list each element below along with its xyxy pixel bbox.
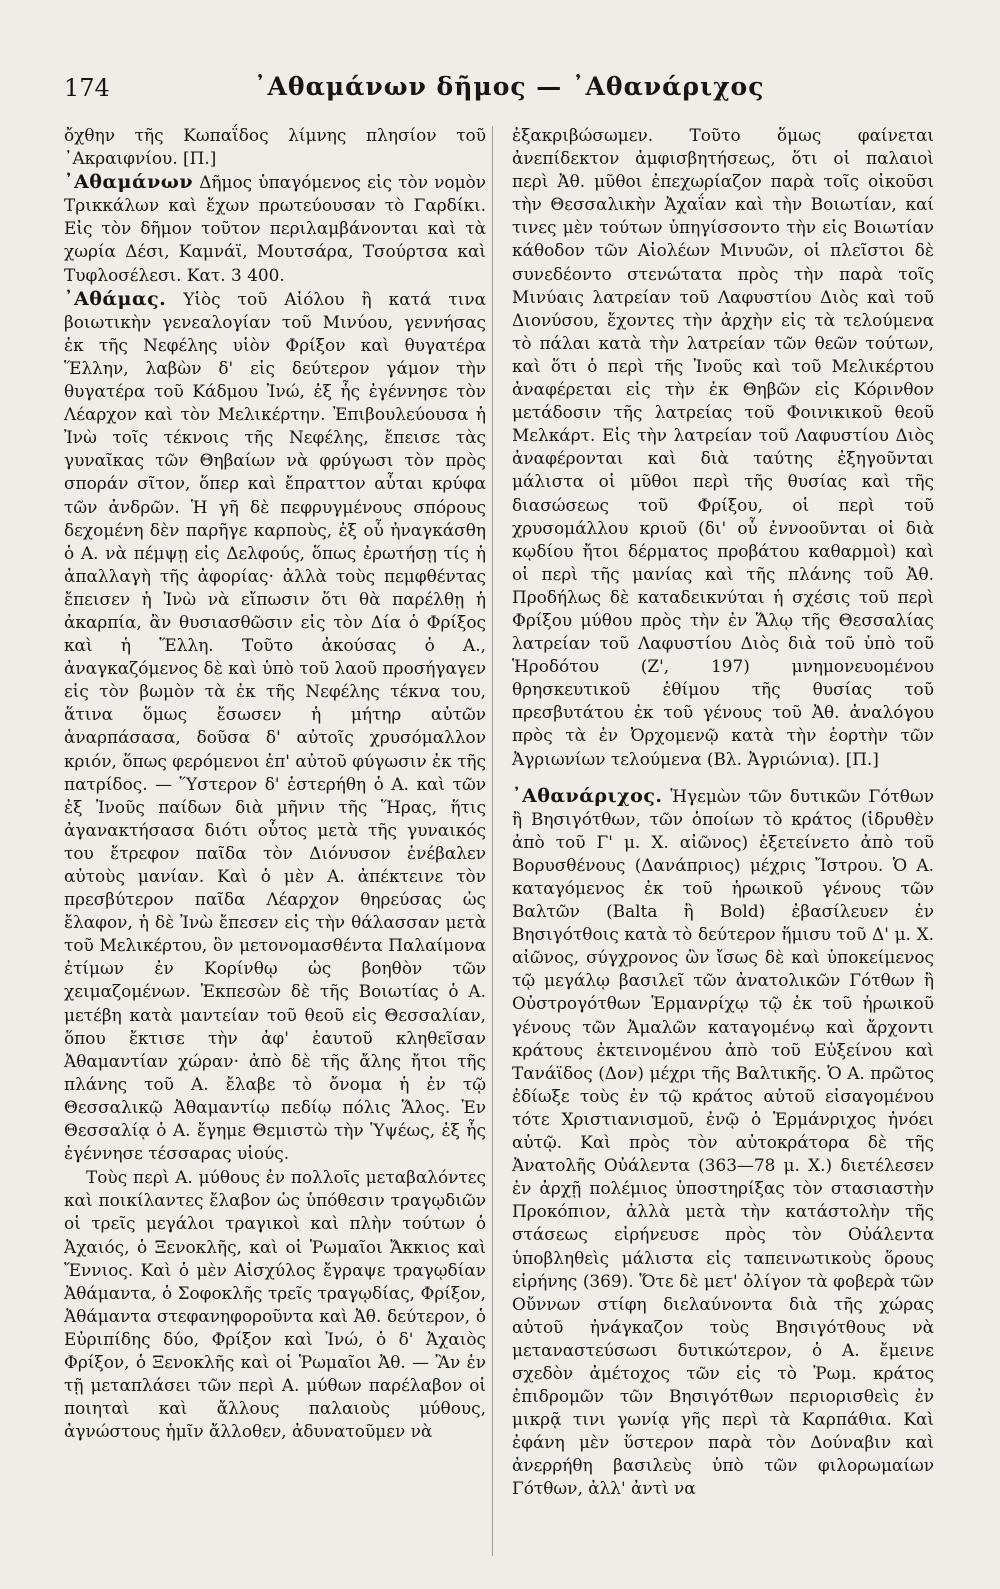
entry-headword: ᾿Αθάμας. xyxy=(64,287,167,310)
entry-text: Ἡγεμὼν τῶν δυτικῶν Γότθων ἢ Βησιγότθων, τῶν ὁποίων τὸ κράτος (ἱδρυθὲν ἀπὸ τοῦ Γ' μ. Χ. αἰῶνος) ἐξετείνετο ἀπὸ τοῦ Βορυσθένους (Δανάπριος) μέχρις Ἴστρου. Ὁ Α. καταγόμενος ἐκ τοῦ ἡρωικοῦ γένους τῶν Βαλτῶν (Balta ἢ Bold) ἐβασίλευεν ἐν Βησιγότθοις κατὰ τὸ δεύτερον ἥμισυ τοῦ Δ' μ. Χ. αἰῶνος, σύγχρονος ὢν ἴσως δὲ καὶ ὑποκείμενος τῷ μεγάλῳ βασιλεῖ τῶν ἀνατολικῶν Γότθων ἢ Οὐστρογότθων Ἑρμανρίχῳ τῷ ἐκ τοῦ ἡρωικοῦ γένους τῶν Ἀμαλῶν καταγομένῳ καὶ ἄρχοντι κράτους ἐκτεινομένου ἀπὸ τοῦ Εὐξείνου καὶ Τανάϊδος (Δον) μέχρι τῆς Βαλτικῆς. Ὁ Α. πρῶτος ἐδίωξε τοὺς ἐν τῷ κράτος αὐτοῦ εἰσαγομένου τότε Χριστιανισμοῦ, ἐνῷ ὁ Ἑρμάνριχος ἠνόει αὐτῷ. Καὶ πρὸς τὸν αὐτοκράτορα δὲ τῆς Ἀνατολῆς Οὐάλεντα (363—78 μ. Χ.) διετέλεσεν ἐν ἀρχῇ πολέμιος ὑποστηρίξας τὸν στασιαστὴν Προκόπιον, ἀλλὰ μετὰ τὴν κατάστολὴν τῆς στάσεως εἰρήνευσε πρὸς τὸν Οὐάλεντα ὑποβληθεὶς μάλιστα εἰς ταπεινωτικοὺς ὅρους εἰρήνης (369). Ὅτε δὲ μετ' ὀλίγον τὰ φοβερὰ τῶν Οὔννων στίφη διελαύνοντα διὰ τῆς χώρας αὐτοῦ ἠνάγκαζον τοὺς Βησιγότθους νὰ μεταναστεύσωσι δυτικώτερον, ὁ Α. ἔμεινε σχεδὸν ἀμέτοχος τῶν εἰς τὸ Ῥωμ. κράτος ἐπιδρομῶν τῶν Βησιγότθων περιορισθεὶς ἐν μικρᾷ τινι γωνίᾳ γῆς περὶ τὰ Καρπάθια. Καὶ ἐφάνη μὲν ὕστερον παρὰ τὸν Δούναβιν καὶ ἀνερρήθη βασιλεὺς ὑπὸ τῶν φιλορωμαίων Γότθων, ἀλλ' ἀντὶ να xyxy=(512,785,934,1499)
entry-text: Υἱὸς τοῦ Αἰόλου ἢ κατά τινα βοιωτικὴν γενεαλογίαν τοῦ Μινύου, γεννήσας ἐκ τῆς Νεφέλης υἱὸν Φρίξον καὶ θυγατέρα Ἕλλην, λαβὼν δ' εἰς δεύτερον γάμον τὴν θυγατέρα τοῦ Κάδμου Ἰνώ, ἐξ ἧς ἐγέννησε τὸν Λέαρχον καὶ τὸν Μελικέρτην. Ἐπιβουλεύουσα ἡ Ἰνὼ τοῖς τέκνοις τῆς Νεφέλης, ἔπεισε τὰς γυναῖκας τῶν Θηβαίων νὰ φρύγωσι τὸν πρὸς σποράν σῖτον, ὅπερ καὶ ἔπραττον αὗται κρύφα τῶν ἀνδρῶν. Ἡ γῆ δὲ πεφρυγμένους σπόρους δεχομένη δὲν παρῆγε καρποὺς, ἐξ οὗ ἠναγκάσθη ὁ Α. νὰ πέμψῃ εἰς Δελφούς, ὅπως ἐρωτήσῃ τίς ἡ ἀπαλλαγὴ τῆς ἀφορίας· ἀλλὰ τοὺς πεμφθέντας ἔπεισεν ἡ Ἰνὼ νὰ εἴπωσιν ὅτι θὰ παρέλθῃ ἡ ἀκαρπία, ἂν θυσιασθῶσιν εἰς τὸν Δία ὁ Φρίξος καὶ ἡ Ἕλλη. Τοῦτο ἀκούσας ὁ Α., ἀναγκαζόμενος δὲ καὶ ὑπὸ τοῦ λαοῦ προσήγαγεν εἰς τὸν βωμὸν τὰ ἐκ τῆς Νεφέλης τέκνα του, ἅτινα ὅμως ἔσωσεν ἡ μήτηρ αὐτῶν ἀναρπάσασα, δοῦσα δ' αὐτοῖς χρυσόμαλλον κριόν, ὅπως φερόμενοι ἐπ' αὐτοῦ φύγωσιν ἐκ τῆς πατρίδος. — Ὕστερον δ' ἐστερήθη ὁ Α. καὶ τῶν ἐξ Ἰνοῦς παίδων διὰ μῆνιν τῆς Ἥρας, ἥτις ἀγανακτήσασα διότι οὗτος μετὰ τῆς γυναικός του ἔτρεφον παῖδα τὸν Διόνυσον ἐνέβαλεν αὐτοὺς μανίαν. Καὶ ὁ μὲν Α. ἀπέκτεινε τὸν πρεσβύτερον παῖδα Λέαρχον θηρεύσας ὡς ἔλαφον, ἡ δὲ Ἰνὼ ἔπεσεν εἰς τὴν θάλασσαν μετὰ τοῦ Μελικέρτου, ὃν μετονομασθέντα Παλαίμονα ἐτίμων ἐν Κορίνθῳ ὡς βοηθὸν τῶν χειμαζομένων. Ἐκπεσὼν δὲ τῆς Βοιωτίας ὁ Α. μετέβη κατὰ μαντείαν τοῦ θεοῦ εἰς Θεσσαλίαν, ὅπου ἔκτισε τὴν ἀφ' ἑαυτοῦ κληθεῖσαν Ἀθαμαντίαν χώραν· ἀπὸ δὲ τῆς ἄλης ἤτοι τῆς πλάνης τοῦ Α. ἔλαβε τὸ ὄνομα ἡ ἐν τῷ Θεσσαλικῷ Ἀθαμαντίῳ πεδίῳ πόλις Ἅλος. Ἐν Θεσσαλίᾳ ὁ Α. ἔγημε Θεμιστὼ τὴν Ὑψέως, ἐξ ἧς ἐγέννησε τέσσαρας υἱούς. xyxy=(64,288,486,1164)
paragraph: ἐξακριβώσωμεν. Τοῦτο ὅμως φαίνεται ἀνεπίδεκτον ἀμφισβητήσεως, ὅτι οἱ παλαιοὶ περὶ Ἀθ. μῦθοι ἐπεχωρίαζον παρὰ τοῖς οἰκοῦσι τὴν Θεσσαλικὴν Ἀχαΐαν καὶ τὴν Βοιωτίαν, καί τινες μὲν τούτων ὑπηγίσσοντο τὴν εἰς Βοιωτίαν κάθοδον τῶν Αἰολέων Μινυῶν, οἱ πλεῖστοι δὲ συνεδέοντο στενώτατα πρὸς τὴν παρὰ τοῖς Μινύαις λατρείαν τοῦ Λαφυστίου Διὸς καὶ τοῦ Διονύσου, ἔχοντες τὴν ἀρχὴν εἰς τὰ τελούμενα τὸ πάλαι κατὰ τὴν λατρείαν τῶν θεῶν τούτων, καὶ ὅτι ὁ περὶ τῆς Ἰνοῦς καὶ τοῦ Μελικέρτου ἀναφέρεται εἰς τὴν ἐκ Θηβῶν εἰς Κόρινθον μετάδοσιν τῆς λατρείας τοῦ Φοινικικοῦ θεοῦ Μελκάρτ. Εἰς τὴν λατρείαν τοῦ Λαφυστίου Διὸς ἀναφέρονται καὶ διὰ ταύτης ἐξηγοῦνται μάλιστα οἱ μῦθοι περὶ τῆς θυσίας καὶ τῆς διασώσεως τοῦ Φρίξου, οἱ περὶ τοῦ χρυσομάλλου κριοῦ (δι' οὗ ἐννοοῦνται οἱ διὰ κῳδίου ἤτοι δέρματος προβάτου καθαρμοὶ) καὶ οἱ περὶ τῆς μανίας καὶ τῆς πλάνης τοῦ Ἀθ. Προδήλως δὲ καταδεικνύται ἡ σχέσις τοῦ περὶ Φρίξου μύθου πρὸς τὴν ἐν Ἅλῳ τῆς Θεσσαλίας λατρείαν τοῦ Λαφυστίου Διὸς διὰ τοῦ ὑπὸ τοῦ Ἡροδότου (Ζ', 197) μνημονευομένου θρησκευτικοῦ ἐθίμου τῆς θυσίας τοῦ πρεσβυτάτου ἐκ τοῦ γένους τοῦ Ἀθ. ἀναλόγου πρὸς τὰ ἐν Ὀρχομενῷ κατὰ τὴν ἑορτὴν τῶν Ἀγριωνίων τελούμενα (Βλ. Ἀγριώνια). [Π.] xyxy=(512,125,934,769)
entry-headword: ᾿Αθανάριχος. xyxy=(512,784,663,807)
page-number: 174 xyxy=(64,74,110,102)
right-column xyxy=(512,124,934,1501)
entry-athanarichos xyxy=(512,785,934,1501)
page-header xyxy=(64,70,765,104)
entry-gap xyxy=(512,771,934,785)
left-column xyxy=(64,124,486,1443)
entry-athamas xyxy=(64,288,486,1166)
paragraph: Τοὺς περὶ Α. μύθους ἐν πολλοῖς μεταβαλόντες καὶ ποικίλαντες ἔλαβον ὡς ὑπόθεσιν τραγῳδιῶν οἱ τρεῖς μεγάλοι τραγικοὶ καὶ πλὴν τούτων ὁ Ἀχαιός, ὁ Ξενοκλῆς, καὶ οἱ Ῥωμαῖοι Ἄκκιος καὶ Ἔννιος. Καὶ ὁ μὲν Αἰσχύλος ἔγραψε τραγῳδίαν Ἀθάμαντα, ὁ Σοφοκλῆς τρεῖς τραγῳδίας, Φρίξον, Ἀθάμαντα στεφανηφοροῦντα καὶ Ἀθ. δεύτερον, ὁ Εὐριπίδης δύο, Φρίξον καὶ Ἰνώ, ὁ δ' Ἀχαιὸς Φρίξον, ὁ Ξενοκλῆς καὶ οἱ Ῥωμαῖοι Ἀθ. — Ἂν ἐν τῇ μεταπλάσει τῶν περὶ Α. μύθων παρέλαβον οἱ ποιηταὶ καὶ ἄλλους παλαιοὺς μύθους, ἀγνώστους ἡμῖν ἄλλοθεν, ἀδυνατοῦμεν νὰ xyxy=(64,1167,486,1442)
entry-headword: ᾿Αθαμάνων xyxy=(64,171,194,194)
entry-text: Δῆμος ὑπαγόμενος εἰς τὸν νομὸν Τρικκάλων καὶ ἔχων πρωτεύουσαν τὸ Γαρδίκι. Εἰς τὸν δῆμον τοῦτον περιλαμβάνονται καὶ τὰ χωρία Δέσι, Καμνάϊ, Μουτσάρα, Τσούρτσα καὶ Τυφλοσέλεσι. Κατ. 3 400. xyxy=(64,172,486,285)
entry-athamanon xyxy=(64,171,486,286)
column-divider xyxy=(492,126,493,1556)
running-title: ᾿Αθαμάνων δῆμος — ᾿Αθανάριχος xyxy=(254,72,765,101)
paragraph: ὄχθην τῆς Κωπαΐδος λίμνης πλησίον τοῦ ᾿Ακραιφνίου. [Π.] xyxy=(64,125,486,169)
